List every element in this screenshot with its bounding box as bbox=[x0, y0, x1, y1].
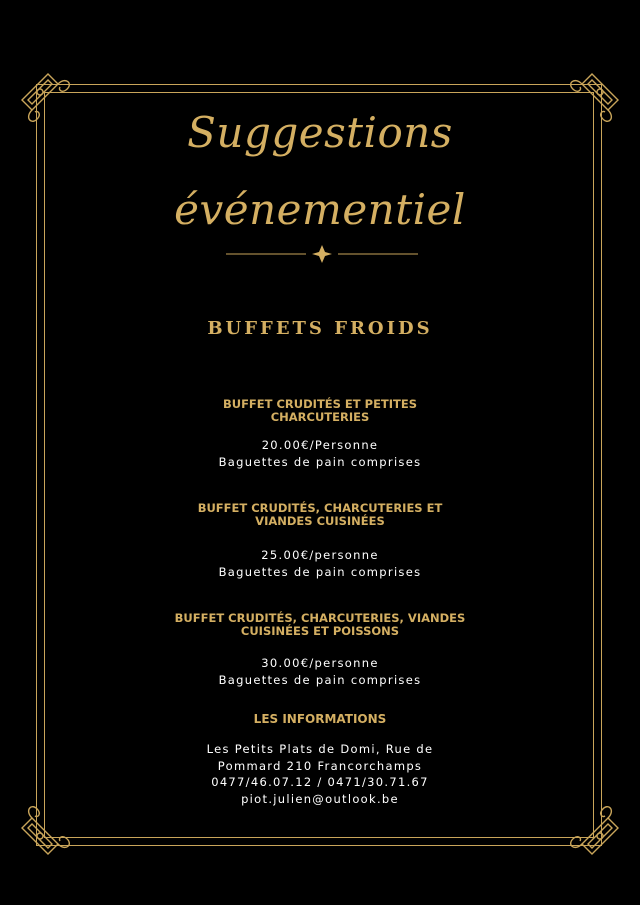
section-title: BUFFETS FROIDS bbox=[207, 318, 433, 339]
item-title-line: CHARCUTERIES bbox=[270, 410, 370, 424]
corner-ornament-icon bbox=[18, 800, 76, 858]
title-line-2: événementiel bbox=[174, 185, 466, 234]
item-title-line: BUFFET CRUDITÉS, CHARCUTERIES ET bbox=[197, 501, 443, 515]
info-email: piot.julien@outlook.be bbox=[241, 791, 399, 806]
item-title bbox=[150, 502, 490, 528]
item-note: Baguettes de pain comprises bbox=[218, 454, 422, 469]
corner-ornament-icon bbox=[564, 800, 622, 858]
info-address-line: Les Petits Plats de Domi, Rue de bbox=[206, 742, 434, 756]
item-title-line: BUFFET CRUDITÉS ET PETITES bbox=[222, 397, 418, 411]
item-note: Baguettes de pain comprises bbox=[218, 564, 422, 579]
item-details bbox=[120, 437, 520, 470]
item-title bbox=[150, 398, 490, 424]
item-price: 30.00€/personne bbox=[261, 656, 379, 670]
info-phone: 0477/46.07.12 / 0471/30.71.67 bbox=[211, 775, 429, 789]
item-title-line: VIANDES CUISINÉES bbox=[255, 514, 385, 528]
item-price: 25.00€/personne bbox=[261, 548, 379, 562]
info-title: LES INFORMATIONS bbox=[253, 712, 387, 726]
title-line-1: Suggestions bbox=[187, 108, 453, 157]
info-details bbox=[120, 741, 520, 807]
item-price: 20.00€/Personne bbox=[261, 438, 379, 452]
diamond-star-divider-icon bbox=[222, 244, 422, 264]
item-title-line: BUFFET CRUDITÉS, CHARCUTERIES, VIANDES bbox=[174, 611, 466, 625]
info-address-line: Pommard 210 Francorchamps bbox=[217, 758, 423, 773]
item-details bbox=[120, 547, 520, 580]
item-note: Baguettes de pain comprises bbox=[218, 672, 422, 687]
item-title bbox=[150, 612, 490, 638]
item-details bbox=[120, 655, 520, 688]
item-title-line: CUISINÉES ET POISSONS bbox=[240, 624, 400, 638]
